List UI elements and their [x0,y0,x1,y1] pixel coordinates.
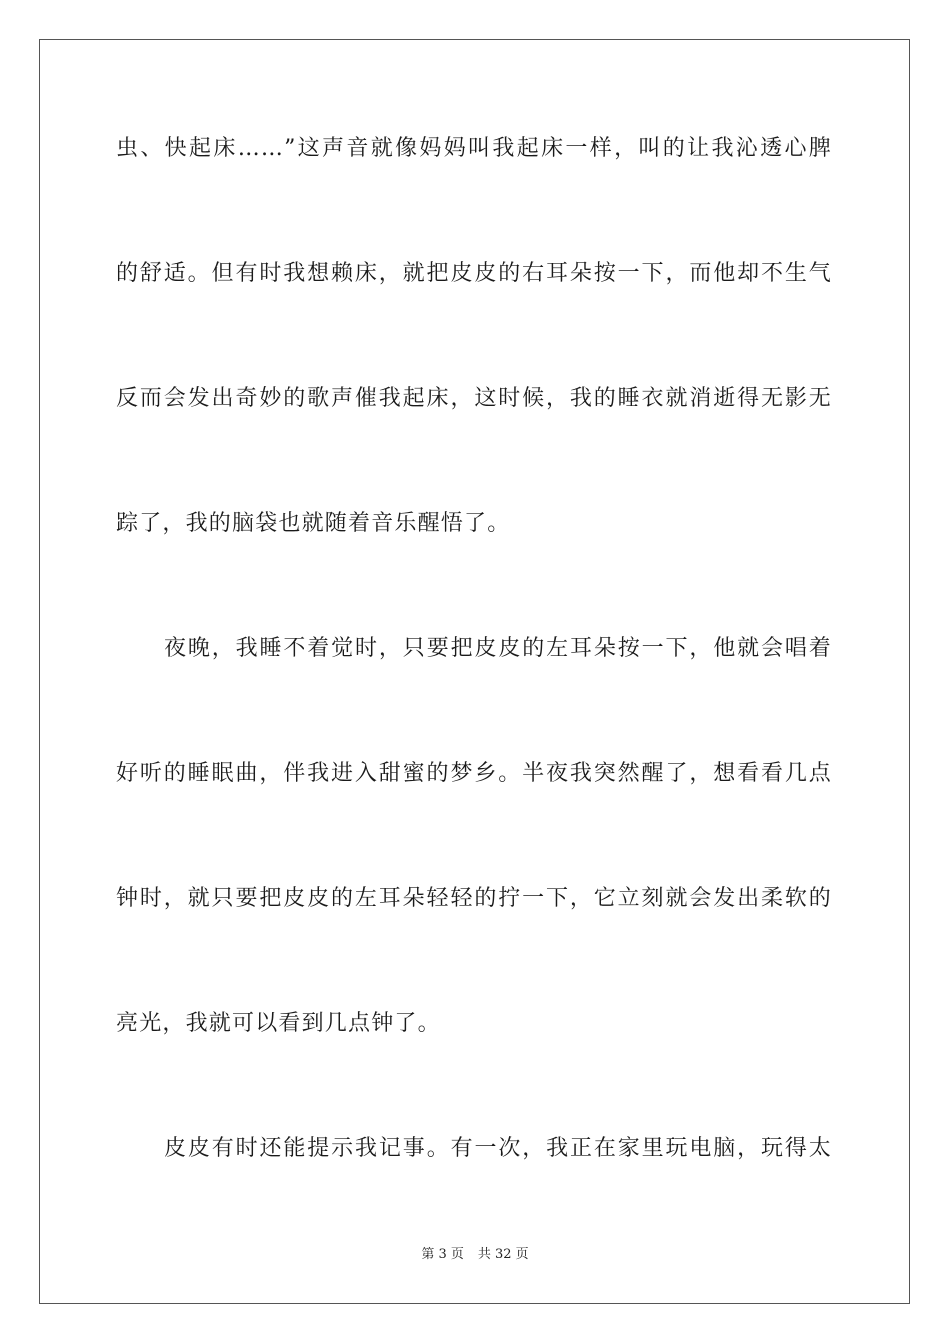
page-number: 第 3 页 [421,1247,464,1262]
text-line-5: 夜晚，我睡不着觉时，只要把皮皮的左耳朵按一下，他就会唱着 [164,636,832,661]
text-line-2: 的舒适。但有时我想赖床，就把皮皮的右耳朵按一下，而他却不生气 [116,261,832,286]
text-line-8: 亮光，我就可以看到几点钟了。 [116,1011,441,1036]
text-line-9: 皮皮有时还能提示我记事。有一次，我正在家里玩电脑，玩得太 [164,1136,832,1161]
text-line-6: 好听的睡眠曲，伴我进入甜蜜的梦乡。半夜我突然醒了，想看看几点 [116,761,832,786]
total-pages: 共 32 页 [477,1247,529,1262]
text-line-7: 钟时，就只要把皮皮的左耳朵轻轻的拧一下，它立刻就会发出柔软的 [116,886,832,911]
page-footer [0,1246,950,1264]
text-line-1: 虫、快起床……”这声音就像妈妈叫我起床一样，叫的让我沁透心脾 [116,136,832,161]
text-line-3: 反而会发出奇妙的歌声催我起床，这时候，我的睡衣就消逝得无影无 [116,386,832,411]
text-line-4: 踪了，我的脑袋也就随着音乐醒悟了。 [116,511,511,536]
page-frame [39,39,910,1304]
